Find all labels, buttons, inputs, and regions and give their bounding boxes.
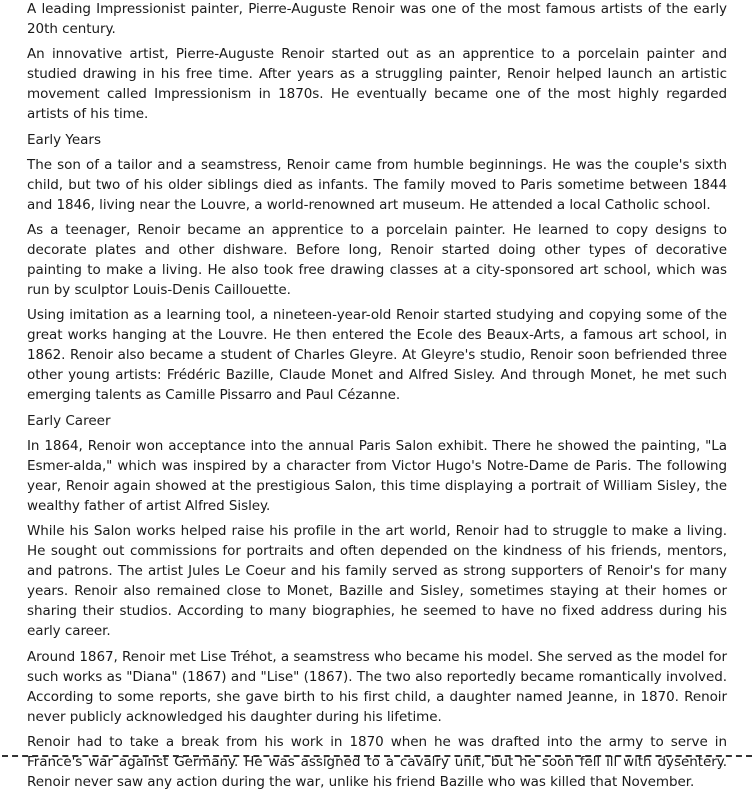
section-heading-early-career: Early Career xyxy=(27,412,111,429)
intro-paragraph: A leading Impressionist painter, Pierre-Auguste Renoir was one of the most famous artists of the early 20th century. xyxy=(27,1,727,37)
early-career-paragraph: In 1864, Renoir won acceptance into the annual Paris Salon exhibit. There he showed the painting, "La Esmer-alda," which was inspired by a character from Victor Hugo's Notre-Dame de Paris. The following year, Renoir again showed at the prestigious Salon, this time displaying a portrait of William Sisley, the wealthy father of artist Alfred Sisley. xyxy=(27,438,727,515)
early-years-paragraph: Using imitation as a learning tool, a nineteen-year-old Renoir started studying and copying some of the great works hanging at the Louvre. He then entered the Ecole des Beaux-Arts, a famous art school, in 1862. Renoir also became a student of Charles Gleyre. At Gleyre's studio, Renoir soon befriended three other young artists: Frédéric Bazille, Claude Monet and Alfred Sisley. And through Monet, he met such emerging talents as Camille Pissarro and Paul Cézanne. xyxy=(27,307,727,404)
early-career-paragraph: Renoir had to take a break from his work in 1870 when he was drafted into the army to serve in France's war against Germany. He was assigned to a cavalry unit, but he soon fell ill with dysentery. Renoir never saw any action during the war, unlike his friend Bazille who was killed that November. xyxy=(27,733,727,790)
article-body xyxy=(27,0,727,797)
dashed-divider xyxy=(2,755,752,757)
early-years-paragraph: The son of a tailor and a seamstress, Renoir came from humble beginnings. He was the couple's sixth child, but two of his older siblings died as infants. The family moved to Paris sometime between 1844 and 1846, living near the Louvre, a world-renowned art museum. He attended a local Catholic school. xyxy=(27,156,727,213)
early-years-paragraph: As a teenager, Renoir became an apprentice to a porcelain painter. He learned to copy designs to decorate plates and other dishware. Before long, Renoir started doing other types of decorative painting to make a living. He also took free drawing classes at a city-sponsored art school, which was run by sculptor Louis-Denis Caillouette. xyxy=(27,222,727,299)
early-career-paragraph: Around 1867, Renoir met Lise Tréhot, a seamstress who became his model. She served as the model for such works as "Diana" (1867) and "Lise" (1867). The two also reportedly became romantically involved. According to some reports, she gave birth to his first child, a daughter named Jeanne, in 1870. Renoir never publicly acknowledged his daughter during his lifetime. xyxy=(27,648,727,725)
section-heading-early-years: Early Years xyxy=(27,131,101,148)
intro-paragraph: An innovative artist, Pierre-Auguste Renoir started out as an apprentice to a porcelain painter and studied drawing in his free time. After years as a struggling painter, Renoir helped launch an artistic movement called Impressionism in 1870s. He eventually became one of the most highly regarded artists of his time. xyxy=(27,46,727,123)
early-career-paragraph: While his Salon works helped raise his profile in the art world, Renoir had to struggle to make a living. He sought out commissions for portraits and often depended on the kindness of his friends, mentors, and patrons. The artist Jules Le Coeur and his family served as strong supporters of Renoir's for many years. Renoir also remained close to Monet, Bazille and Sisley, sometimes staying at their homes or sharing their studios. According to many biographies, he seemed to have no fixed address during his early career. xyxy=(27,523,727,640)
